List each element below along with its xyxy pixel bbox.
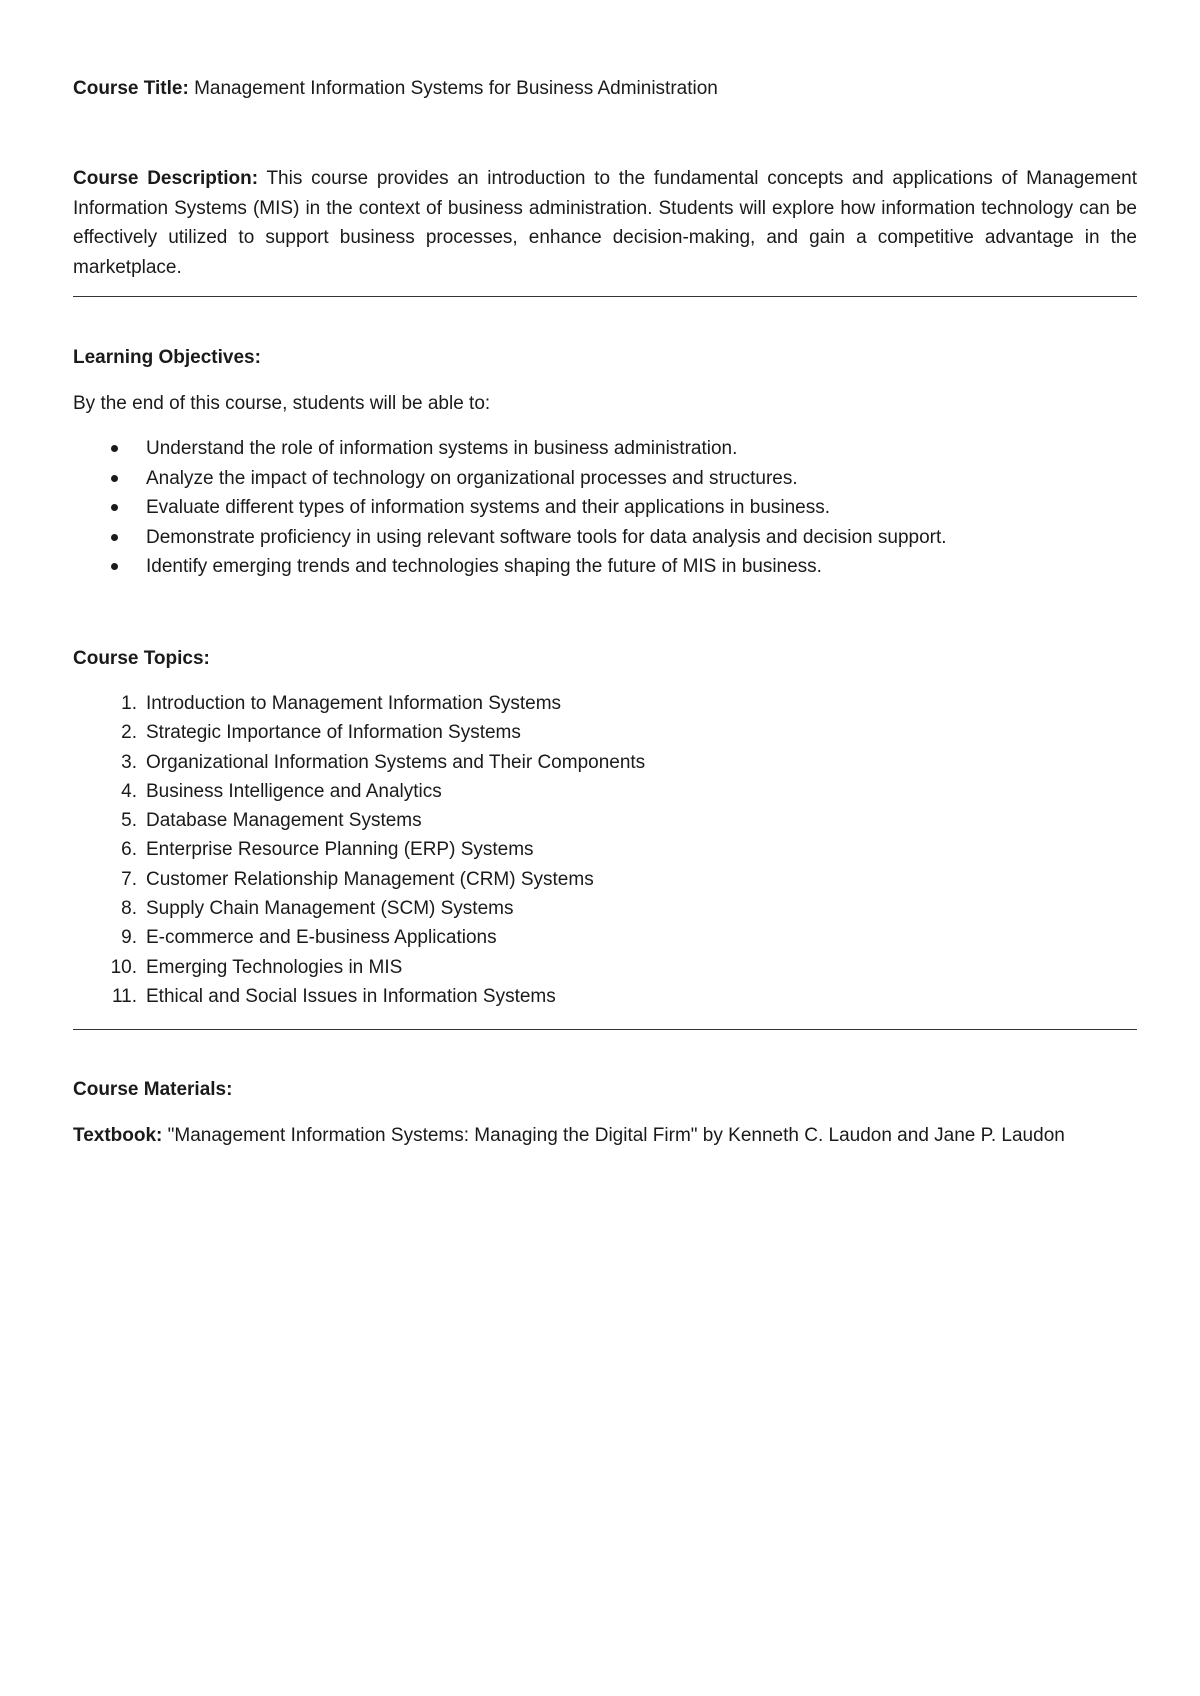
learning-objectives-intro: By the end of this course, students will be able to: [73, 393, 491, 414]
section-divider [73, 1029, 1137, 1030]
topic-item [73, 750, 645, 779]
topic-item [73, 896, 645, 925]
topic-text: Enterprise Resource Planning (ERP) Systems [146, 839, 534, 861]
learning-objectives-heading: Learning Objectives: [73, 347, 261, 368]
topic-text: Business Intelligence and Analytics [146, 780, 442, 802]
course-title-label: Course Title: [73, 78, 189, 99]
topic-text: E-commerce and E-business Applications [146, 927, 497, 949]
topic-number: 9. [121, 927, 137, 949]
topic-number: 2. [121, 722, 137, 744]
topic-number: 7. [121, 868, 137, 890]
textbook-label: Textbook: [73, 1125, 163, 1146]
objective-item [73, 525, 947, 555]
topic-number: 5. [121, 810, 137, 832]
topic-number: 3. [121, 751, 137, 773]
topic-text: Supply Chain Management (SCM) Systems [146, 898, 514, 920]
objective-item [73, 554, 947, 584]
course-materials-heading: Course Materials: [73, 1079, 233, 1100]
topic-item [73, 867, 645, 896]
textbook-line [73, 1123, 1065, 1149]
topic-number: 1. [121, 693, 137, 714]
topic-item [73, 779, 645, 808]
section-divider [73, 296, 1137, 297]
topic-item [73, 691, 645, 720]
topic-text: Customer Relationship Management (CRM) Systems [146, 868, 594, 890]
course-description-label: Course Description: [73, 168, 259, 189]
topic-number: 8. [121, 898, 137, 920]
topic-item [73, 955, 645, 984]
bullet-icon [111, 445, 118, 452]
objective-text: Understand the role of information systems in business administration. [146, 438, 738, 459]
learning-objectives-list [73, 436, 947, 584]
course-topics-heading: Course Topics: [73, 648, 210, 669]
objective-text: Evaluate different types of information systems and their applications in business. [146, 497, 831, 518]
objective-text: Demonstrate proficiency in using relevant software tools for data analysis and decision support. [146, 526, 947, 548]
course-description-text: This course provides an introduction to the fundamental concepts and applications of Management Information Systems (MIS) in the context of business administration. Students will explore how information technology can be effectively utilized to support business processes, enhance decision-making, and gain a competitive advantage in the marketplace. [73, 168, 1137, 278]
course-title-line [73, 76, 718, 102]
topic-number: 4. [121, 780, 137, 802]
objective-item [73, 436, 947, 466]
topic-text: Introduction to Management Information Systems [146, 693, 562, 714]
topic-number: 6. [121, 839, 137, 861]
topic-text: Organizational Information Systems and Their Components [146, 751, 646, 773]
objective-item [73, 495, 947, 525]
topic-text: Emerging Technologies in MIS [146, 956, 403, 978]
topic-item [73, 925, 645, 954]
topic-number: 11. [111, 985, 137, 1007]
bullet-icon [111, 534, 118, 541]
bullet-icon [111, 563, 118, 570]
topic-item [73, 808, 645, 837]
topic-item [73, 720, 645, 749]
course-title: Management Information Systems for Business Administration [194, 78, 718, 99]
topic-text: Ethical and Social Issues in Information Systems [146, 985, 556, 1007]
course-topics-list [73, 691, 645, 1013]
topic-number: 10. [110, 956, 137, 978]
topic-text: Strategic Importance of Information Systems [146, 722, 521, 744]
bullet-icon [111, 475, 118, 482]
topic-item [73, 837, 645, 866]
course-description [73, 164, 1137, 282]
topic-text: Database Management Systems [146, 810, 422, 832]
bullet-icon [111, 504, 118, 511]
objective-text: Identify emerging trends and technologies shaping the future of MIS in business. [146, 556, 822, 577]
objective-text: Analyze the impact of technology on organizational processes and structures. [146, 467, 798, 489]
topic-item [73, 984, 645, 1013]
objective-item [73, 466, 947, 496]
textbook-text: "Management Information Systems: Managing the Digital Firm" by Kenneth C. Laudon and Jane P. Laudon [167, 1125, 1065, 1146]
